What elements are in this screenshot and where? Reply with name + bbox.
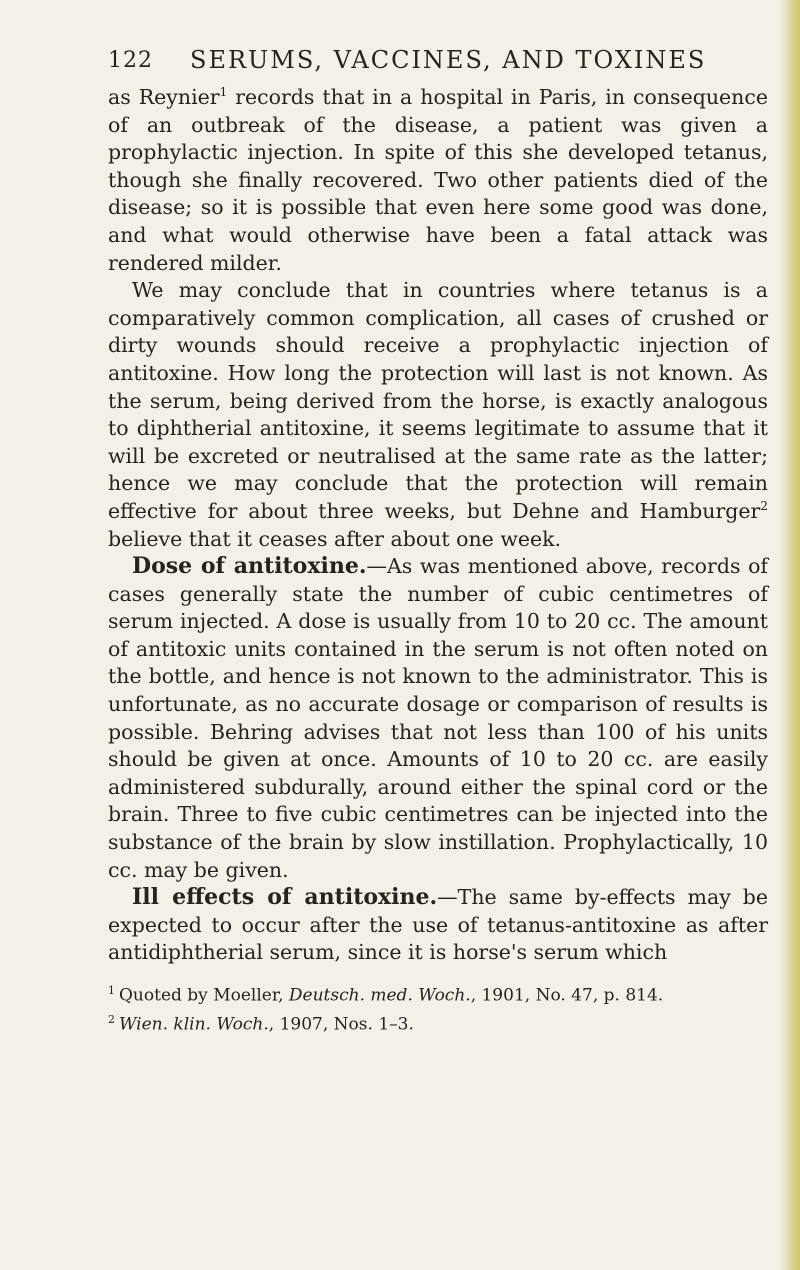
footnote-1 <box>108 979 768 1008</box>
paragraph-text: believe that it ceases after about one week. <box>108 526 562 551</box>
paragraph-ill-effects <box>108 884 768 967</box>
body-text <box>108 84 768 967</box>
paragraph-text: —The same by-effects may be expected to occur after the use of tetanus-antitoxine as after antidiphtherial serum, since it is horse's serum which <box>108 885 768 965</box>
paragraph-text: —As was mentioned above, records of cases generally state the number of cubic centimetres of serum injected. A dose is usually from 10 to 20 cc. The amount of antitoxic units contained in the serum is not often noted on the bottle, and hence is not known to the administrator. This is unfortunate, as no accurate dosage or comparison of results is possible. Behring advises that not less than 100 of his units should be given at once. Amounts of 10 to 20 cc. are easily administered subdurally, around either the spinal cord or the brain. Three to five cubic centimetres can be injected into the substance of the brain by slow instillation. Prophylactically, 10 cc. may be given. <box>108 554 768 882</box>
footnote-ref: 2 <box>760 499 768 514</box>
section-heading-ill-effects: Ill effects of antitoxine. <box>132 884 438 911</box>
footnote-marker: 2 <box>108 1012 115 1026</box>
paragraph-text: We may conclude that in countries where tetanus is a comparatively common complication, all cases of crushed or dirty wounds should receive a prophylactic injection of antitoxine. How long the protection will last is not known. As the serum, being derived from the horse, is exactly analogous to diphtherial antitoxine, it seems legitimate to assume that it will be excreted or neutralised at the same rate as the latter; hence we may conclude that the protection will remain effective for about three weeks, but Dehne and Hamburger <box>108 278 768 523</box>
footnote-source: Wien. klin. Woch. <box>119 1014 269 1035</box>
page-number: 122 <box>108 48 153 73</box>
paragraph-dose <box>108 553 768 884</box>
footnote-source: Deutsch. med. Woch. <box>288 985 471 1006</box>
footnote-text: , 1907, Nos. 1–3. <box>268 1014 414 1035</box>
footnote-marker: 1 <box>108 984 115 997</box>
paragraph-reynier <box>108 84 768 277</box>
paragraph-text: as Reynier <box>108 85 220 109</box>
section-heading-dose: Dose of antitoxine. <box>132 553 367 580</box>
paragraph-conclusion <box>108 277 768 553</box>
footnote-text: , 1901, No. 47, p. 814. <box>470 985 664 1006</box>
footnote-ref: 1 <box>219 85 228 100</box>
footnote-2 <box>108 1008 768 1037</box>
page-header <box>108 40 768 84</box>
page-edge <box>778 0 800 1270</box>
running-title: SERUMS, VACCINES, AND TOXINES <box>190 46 707 74</box>
paragraph-text: records that in a hospital in Paris, in consequence of an outbreak of the disease, a patient was given a prophylactic injection. In spite of this she developed tetanus, though she finally recovered. Two other patients died of the disease; so it is possible that even here some good was done, and what would otherwise have been a fatal attack was rendered milder. <box>108 85 768 275</box>
footnotes <box>108 979 768 1036</box>
footnote-text: Quoted by Moeller, <box>119 985 289 1006</box>
book-page <box>108 40 768 1036</box>
